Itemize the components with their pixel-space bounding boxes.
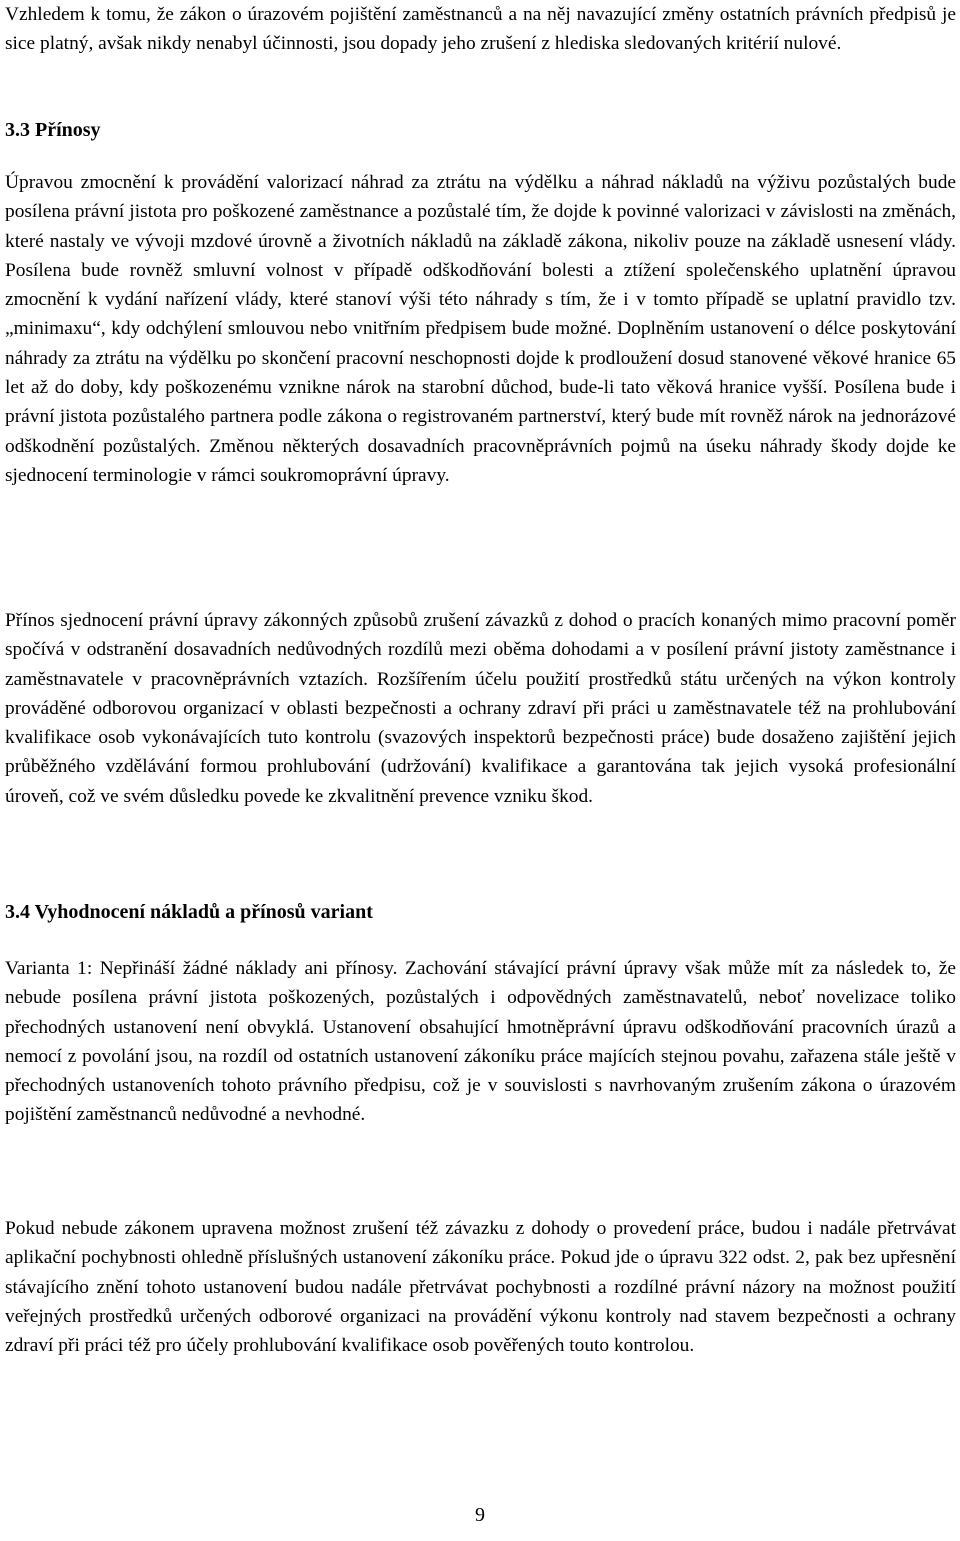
section-3-4-paragraph-2: Pokud nebude zákonem upravena možnost zrušení též závazku z dohody o provedení práce, budou i nadále přetrvávat aplikační pochybnosti ohledně příslušných ustanovení zákoníku práce. Pokud jde o úpravu 322 odst. 2, pak bez upřesnění stávajícího znění tohoto ustanovení budou nadále přetrvávat pochybnosti a rozdílné právní názory na možnost použití veřejných prostředků určených odborové organizaci na provádění výkonu kontroly nad stavem bezpečnosti a ochrany zdraví při práci též pro účely prohlubování kvalifikace osob pověřených touto kontrolou.	[5, 1218, 956, 1357]
intro-paragraph: Vzhledem k tomu, že zákon o úrazovém pojištění zaměstnanců a na něj navazující změny ostatních právních předpisů je sice platný, avšak nikdy nenabyl účinnosti, jsou dopady jeho zrušení z hlediska sledovaných kritérií nulové.	[5, 4, 956, 55]
section-3-4-paragraph-1: Varianta 1: Nepřináší žádné náklady ani přínosy. Zachování stávající právní úpravy však může mít za následek to, že nebude posílena právní jistota poškozených, pozůstalých i odpovědných zaměstnavatelů, neboť novelizace toliko přechodných ustanovení není obvyklá. Ustanovení obsahující hmotněprávní úpravu odškodňování pracovních úrazů a nemocí z povolání jsou, na rozdíl od ostatních ustanovení zákoníku práce majících stejnou povahu, zařazena stále ještě v přechodných ustanoveních tohoto právního předpisu, což je v souvislosti s navrhovaným zrušením zákona o úrazovém pojištění zaměstnanců nedůvodné a nevhodné.	[5, 958, 956, 1126]
section-heading-3-4: 3.4 Vyhodnocení nákladů a přínosů variant	[5, 901, 373, 923]
section-3-3-paragraph-1: Úpravou zmocnění k provádění valorizací náhrad za ztrátu na výdělku a náhrad nákladů na výživu pozůstalých bude posílena právní jistota pro poškozené zaměstnance a pozůstalé tím, že dojde k povinné valorizaci v závislosti na změnách, které nastaly ve vývoji mzdové úrovně a životních nákladů na základě zákona, nikoliv pouze na základě usnesení vlády. Posílena bude rovněž smluvní volnost v případě odškodňování bolesti a ztížení společenského uplatnění úpravou zmocnění k vydání nařízení vlády, které stanoví výši této náhrady s tím, že i v tomto případě se uplatní pravidlo tzv. „minimaxu“, kdy odchýlení smlouvou nebo vnitřním předpisem bude možné. Doplněním ustanovení o délce poskytování náhrady za ztrátu na výdělku po skončení pracovní neschopnosti dojde k prodloužení dosud stanovené věkové hranice 65 let až do doby, kdy poškozenému vznikne nárok na starobní důchod, bude-li tato věková hranice vyšší. Posílena bude i právní jistota pozůstalého partnera podle zákona o registrovaném partnerství, který bude mít rovněž nárok na jednorázové odškodnění pozůstalých. Změnou některých dosavadních pracovněprávních pojmů na úseku náhrady škody dojde ke sjednocení terminologie v rámci soukromoprávní úpravy.	[5, 172, 956, 486]
page-number: 9	[475, 1504, 485, 1526]
section-3-3-paragraph-2: Přínos sjednocení právní úpravy zákonných způsobů zrušení závazků z dohod o pracích konaných mimo pracovní poměr spočívá v odstranění dosavadních nedůvodných rozdílů mezi oběma dohodami a v posílení právní jistoty zaměstnance i zaměstnavatele v pracovněprávních vztazích. Rozšířením účelu použití prostředků státu určených na výkon kontroly prováděné odborovou organizací v oblasti bezpečnosti a ochrany zdraví při práci u zaměstnavatele též na prohlubování kvalifikace osob vykonávajících tuto kontrolu (svazových inspektorů bezpečnosti práce) bude dosaženo zajištění jejich průběžného vzdělávání formou prohlubování (udržování) kvalifikace a garantována tak jejich vysoká profesionální úroveň, což ve svém důsledku povede ke zkvalitnění prevence vzniku škod.	[5, 610, 956, 807]
section-heading-3-3: 3.3 Přínosy	[5, 119, 101, 141]
